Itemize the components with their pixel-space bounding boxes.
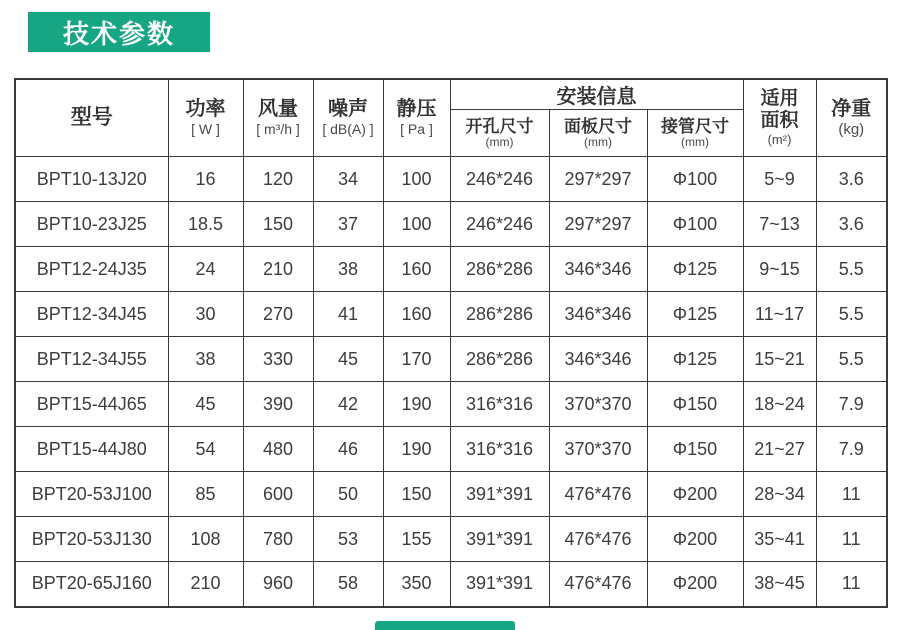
cell-duct-size: Φ125: [647, 247, 743, 292]
cell-duct-size: Φ200: [647, 517, 743, 562]
cell-duct-size: Φ100: [647, 157, 743, 202]
cell-area: 15~21: [743, 337, 816, 382]
table-row: [15, 247, 887, 292]
table-row: [15, 292, 887, 337]
cell-static-pressure: 350: [383, 562, 450, 607]
cell-noise: 34: [313, 157, 383, 202]
cell-panel-size: 476*476: [549, 517, 647, 562]
cell-noise: 41: [313, 292, 383, 337]
cell-model: BPT15-44J65: [15, 382, 168, 427]
cell-noise: 37: [313, 202, 383, 247]
cell-static-pressure: 160: [383, 292, 450, 337]
cell-weight: 3.6: [816, 157, 887, 202]
cell-airflow: 960: [243, 562, 313, 607]
table-row: [15, 517, 887, 562]
column-unit-panel-size: (mm): [584, 135, 612, 150]
column-label-model: 型号: [70, 105, 113, 129]
cell-panel-size: 370*370: [549, 427, 647, 472]
cell-cutout-size: 286*286: [450, 292, 549, 337]
cell-static-pressure: 100: [383, 157, 450, 202]
cell-weight: 7.9: [816, 382, 887, 427]
cell-airflow: 390: [243, 382, 313, 427]
cell-model: BPT20-53J130: [15, 517, 168, 562]
cell-airflow: 210: [243, 247, 313, 292]
column-label-cutout-size: 开孔尺寸: [465, 116, 534, 136]
cell-weight: 11: [816, 562, 887, 607]
cell-cutout-size: 391*391: [450, 562, 549, 607]
column-header-noise: [313, 79, 383, 157]
cell-static-pressure: 155: [383, 517, 450, 562]
cell-power: 108: [168, 517, 243, 562]
column-header-panel-size: [549, 110, 647, 157]
column-unit-area: (m²): [767, 132, 792, 148]
cell-power: 210: [168, 562, 243, 607]
cell-panel-size: 297*297: [549, 202, 647, 247]
column-unit-duct-size: (mm): [681, 135, 709, 150]
cell-cutout-size: 391*391: [450, 472, 549, 517]
cell-power: 30: [168, 292, 243, 337]
cell-cutout-size: 286*286: [450, 337, 549, 382]
cell-panel-size: 476*476: [549, 562, 647, 607]
cell-cutout-size: 391*391: [450, 517, 549, 562]
column-label-area: 适用面积: [760, 88, 799, 132]
cell-area: 9~15: [743, 247, 816, 292]
column-label-power: 功率: [185, 98, 226, 121]
cell-power: 24: [168, 247, 243, 292]
cell-weight: 11: [816, 517, 887, 562]
cell-panel-size: 346*346: [549, 247, 647, 292]
cell-area: 28~34: [743, 472, 816, 517]
cell-model: BPT12-34J45: [15, 292, 168, 337]
cell-area: 5~9: [743, 157, 816, 202]
cell-duct-size: Φ200: [647, 472, 743, 517]
cell-noise: 58: [313, 562, 383, 607]
cell-model: BPT20-65J160: [15, 562, 168, 607]
cell-static-pressure: 160: [383, 247, 450, 292]
cell-airflow: 780: [243, 517, 313, 562]
cell-weight: 5.5: [816, 292, 887, 337]
cell-duct-size: Φ125: [647, 292, 743, 337]
column-group-install-info: 安装信息: [450, 79, 743, 110]
cell-model: BPT20-53J100: [15, 472, 168, 517]
cell-duct-size: Φ200: [647, 562, 743, 607]
cell-area: 11~17: [743, 292, 816, 337]
cell-static-pressure: 190: [383, 427, 450, 472]
cell-noise: 46: [313, 427, 383, 472]
column-header-static-pressure: [383, 79, 450, 157]
cell-static-pressure: 100: [383, 202, 450, 247]
column-unit-power: [ W ]: [191, 121, 220, 138]
column-unit-weight: (kg): [838, 120, 865, 138]
cell-power: 16: [168, 157, 243, 202]
cell-airflow: 330: [243, 337, 313, 382]
column-header-area: [743, 79, 816, 157]
column-unit-airflow: [ m³/h ]: [256, 121, 300, 138]
cell-noise: 38: [313, 247, 383, 292]
cell-power: 85: [168, 472, 243, 517]
cell-area: 7~13: [743, 202, 816, 247]
column-header-duct-size: [647, 110, 743, 157]
column-header-power: [168, 79, 243, 157]
cell-duct-size: Φ150: [647, 427, 743, 472]
cell-area: 18~24: [743, 382, 816, 427]
table-row: [15, 562, 887, 607]
cell-model: BPT12-34J55: [15, 337, 168, 382]
column-header-weight: [816, 79, 887, 157]
table-row: [15, 202, 887, 247]
cell-static-pressure: 190: [383, 382, 450, 427]
cell-panel-size: 297*297: [549, 157, 647, 202]
cell-airflow: 600: [243, 472, 313, 517]
cell-panel-size: 346*346: [549, 292, 647, 337]
column-label-weight: 净重: [831, 97, 872, 120]
cell-weight: 3.6: [816, 202, 887, 247]
cell-airflow: 480: [243, 427, 313, 472]
cell-weight: 11: [816, 472, 887, 517]
column-label-static-pressure: 静压: [396, 98, 437, 121]
table-row: [15, 157, 887, 202]
cell-power: 18.5: [168, 202, 243, 247]
cell-power: 38: [168, 337, 243, 382]
column-header-airflow: [243, 79, 313, 157]
column-label-panel-size: 面板尺寸: [564, 116, 632, 136]
cell-noise: 50: [313, 472, 383, 517]
cell-weight: 5.5: [816, 337, 887, 382]
cell-cutout-size: 316*316: [450, 382, 549, 427]
next-section-badge-partial: [375, 621, 515, 630]
table-body: [15, 157, 887, 607]
cell-airflow: 150: [243, 202, 313, 247]
cell-model: BPT12-24J35: [15, 247, 168, 292]
column-unit-noise: [ dB(A) ]: [322, 121, 374, 138]
cell-noise: 53: [313, 517, 383, 562]
technical-parameters-table: [14, 78, 888, 608]
cell-cutout-size: 246*246: [450, 157, 549, 202]
cell-duct-size: Φ125: [647, 337, 743, 382]
table-row: [15, 337, 887, 382]
cell-panel-size: 346*346: [549, 337, 647, 382]
cell-cutout-size: 316*316: [450, 427, 549, 472]
column-label-duct-size: 接管尺寸: [661, 116, 729, 136]
column-unit-static-pressure: [ Pa ]: [400, 121, 433, 138]
cell-panel-size: 476*476: [549, 472, 647, 517]
cell-noise: 45: [313, 337, 383, 382]
cell-airflow: 270: [243, 292, 313, 337]
column-label-airflow: 风量: [258, 98, 298, 121]
cell-area: 38~45: [743, 562, 816, 607]
section-title-badge: [28, 12, 210, 52]
cell-static-pressure: 150: [383, 472, 450, 517]
cell-airflow: 120: [243, 157, 313, 202]
cell-weight: 7.9: [816, 427, 887, 472]
column-header-model: [15, 79, 168, 157]
cell-power: 45: [168, 382, 243, 427]
cell-area: 35~41: [743, 517, 816, 562]
column-label-noise: 噪声: [328, 98, 368, 121]
cell-static-pressure: 170: [383, 337, 450, 382]
cell-cutout-size: 286*286: [450, 247, 549, 292]
cell-duct-size: Φ150: [647, 382, 743, 427]
cell-panel-size: 370*370: [549, 382, 647, 427]
cell-weight: 5.5: [816, 247, 887, 292]
column-header-cutout-size: [450, 110, 549, 157]
cell-model: BPT10-13J20: [15, 157, 168, 202]
cell-duct-size: Φ100: [647, 202, 743, 247]
section-title: 技术参数: [62, 18, 175, 49]
table-row: [15, 427, 887, 472]
table-row: [15, 472, 887, 517]
cell-model: BPT15-44J80: [15, 427, 168, 472]
cell-area: 21~27: [743, 427, 816, 472]
cell-power: 54: [168, 427, 243, 472]
table-row: [15, 382, 887, 427]
cell-cutout-size: 246*246: [450, 202, 549, 247]
cell-noise: 42: [313, 382, 383, 427]
column-unit-cutout-size: (mm): [485, 135, 514, 150]
cell-model: BPT10-23J25: [15, 202, 168, 247]
